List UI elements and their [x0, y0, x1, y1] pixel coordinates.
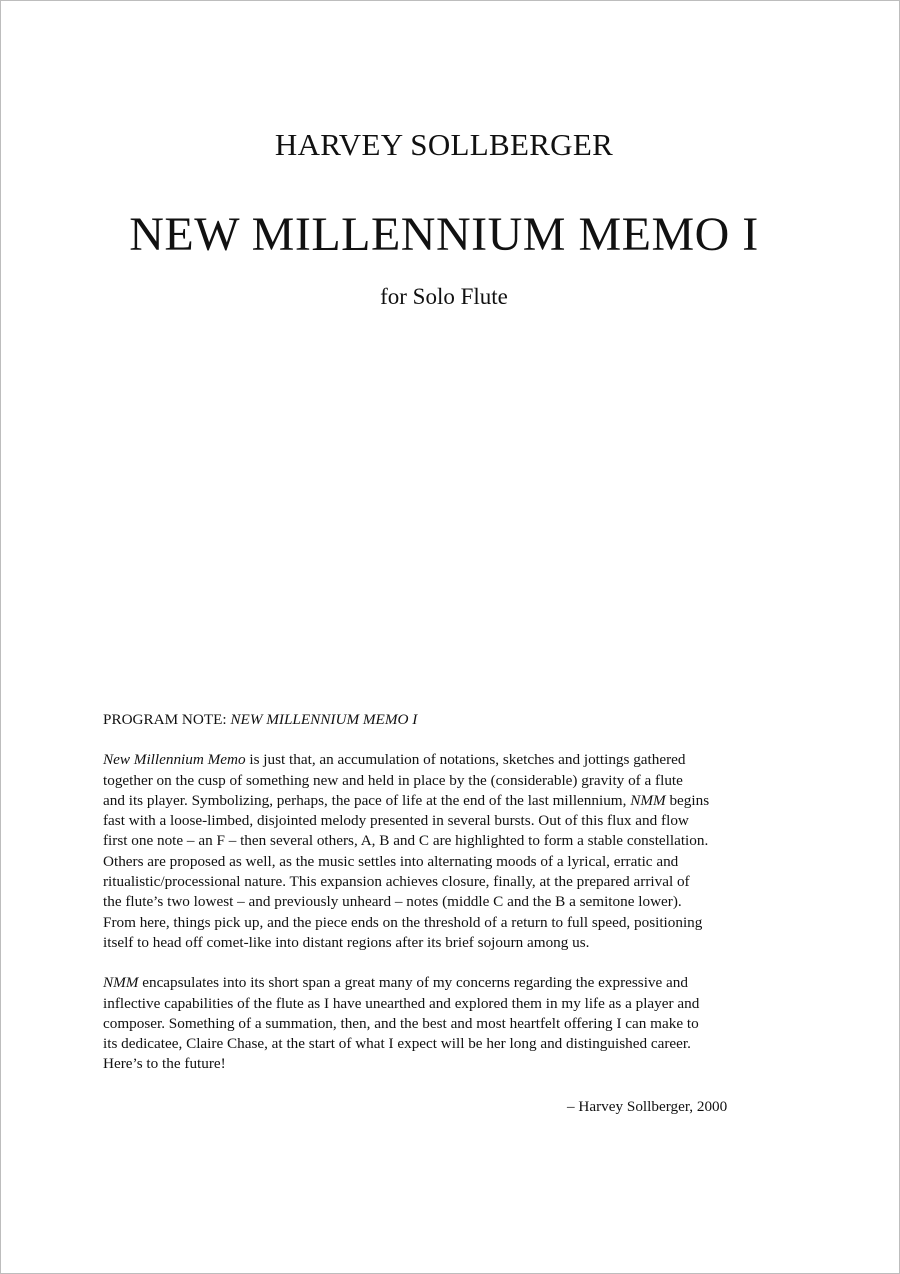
paragraph-line: first one note – an F – then several others, A, B and C are highlighted to form a stable constellation. — [103, 832, 709, 850]
paragraph-line: the flute’s two lowest – and previously unheard – notes (middle C and the B a semitone lower). — [103, 893, 682, 911]
paragraph-line: inflective capabilities of the flute as I have unearthed and explored them in my life as a player and — [103, 994, 700, 1012]
paragraph-line: From here, things pick up, and the piece ends on the threshold of a return to full speed, positioning — [103, 913, 703, 931]
paragraph-line: New Millennium Memo is just that, an accumulation of notations, sketches and jottings gathered — [103, 751, 686, 769]
paragraph-line: fast with a loose-limbed, disjointed melody presented in several bursts. Out of this flux and flow — [103, 812, 689, 830]
program-note-paragraph-1 — [103, 750, 809, 953]
paragraph-line: Others are proposed as well, as the music settles into alternating moods of a lyrical, erratic and — [103, 852, 679, 870]
composer-name: HARVEY SOLLBERGER — [274, 127, 614, 162]
piece-title: NEW MILLENNIUM MEMO I — [129, 208, 759, 261]
program-note — [103, 710, 809, 1095]
paragraph-line: composer. Something of a summation, then, and the best and most heartfelt offering I can make to — [103, 1014, 699, 1032]
program-note-heading — [103, 710, 809, 730]
program-note-label: PROGRAM NOTE: — [103, 711, 227, 728]
paragraph-line: itself to head off comet-like into distant regions after its brief sojourn among us. — [103, 933, 590, 951]
program-note-signature: – Harvey Sollberger, 2000 — [567, 1098, 728, 1115]
paragraph-line: together on the cusp of something new and held in place by the (considerable) gravity of a flute — [103, 771, 683, 789]
program-note-heading-title: NEW MILLENNIUM MEMO I — [230, 711, 418, 728]
paragraph-line: and its player. Symbolizing, perhaps, the pace of life at the end of the last millennium, NMM begins — [103, 791, 710, 809]
paragraph-line: Here’s to the future! — [103, 1055, 226, 1073]
instrumentation-subtitle: for Solo Flute — [380, 284, 508, 309]
italic-abbreviation: NMM — [103, 974, 139, 992]
paragraph-line: ritualistic/processional nature. This expansion achieves closure, finally, at the prepared arrival of — [103, 873, 690, 891]
paragraph-line: its dedicatee, Claire Chase, at the start of what I expect will be her long and distinguished career. — [103, 1035, 691, 1053]
program-note-paragraph-2 — [103, 973, 809, 1074]
paragraph-line: NMM encapsulates into its short span a great many of my concerns regarding the expressive and — [103, 974, 688, 992]
italic-work-title: New Millennium Memo — [103, 751, 246, 769]
italic-abbreviation: NMM — [630, 791, 666, 809]
